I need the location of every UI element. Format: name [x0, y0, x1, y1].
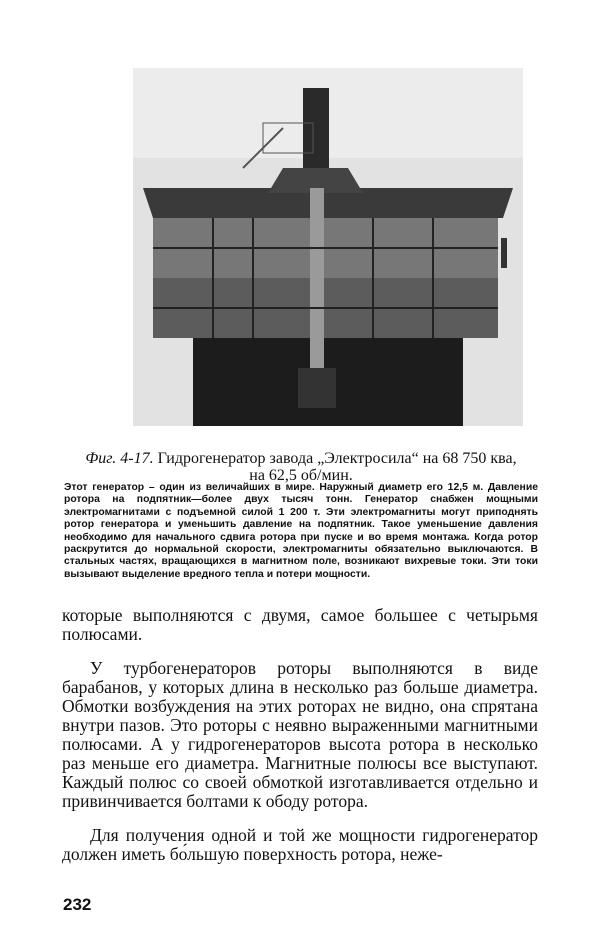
figure-note: Этот генератор – один из величайших в мире. Наружный диаметр его 12,5 м. Давление ротора на подпятник—более двух тысяч тонн. Генератор снабжен мощными электромагнитами с подъемной силой 1 200 т. Эти электромагниты могут приподнять ротор генератора и уменьшить давление на подпятник. Такое уменьшение давления необходимо для начального сдвига ротора при пуске и во время монтажа. Когда ротор раскрутится до нормальной скорости, электромагниты обязательно выключаются. В стальных частях, вращающихся в магнитном поле, возникают вихревые токи. Эти токи вызывают выделение вредного тепла и потери мощности. [64, 482, 538, 580]
figure-title-line1: Гидрогенератор завода „Электросила“ на 68 750 ква, [157, 450, 517, 467]
figure-title-line2: на 62,5 об/мин. [249, 467, 353, 484]
paragraph-3: Для получения одной и той же мощности гидрогенератор должен иметь бо́льшую поверхность ротора, неже- [62, 825, 538, 864]
figure-label: Фиг. 4-17. [85, 450, 154, 467]
hydrogenerator-photo [133, 68, 523, 426]
page-number: 232 [63, 895, 92, 914]
figure-caption [62, 450, 540, 484]
paragraph-1: которые выполняются с двумя, самое большее с четырьмя полюсами. [62, 605, 538, 644]
paragraph-2: У турбогенераторов роторы выполняются в виде барабанов, у которых длина в несколько раз больше диаметра. Обмотки возбуждения на этих роторах не видно, она спрятана внутри пазов. Это роторы с неявно выраженными магнитными полюсами. А у гидрогенераторов высота ротора в несколько раз меньше его диаметра. Магнитные полюсы все выступают. Каждый полюс со своей обмоткой изготавливается отдельно и привинчивается болтами к ободу ротора. [62, 658, 538, 811]
